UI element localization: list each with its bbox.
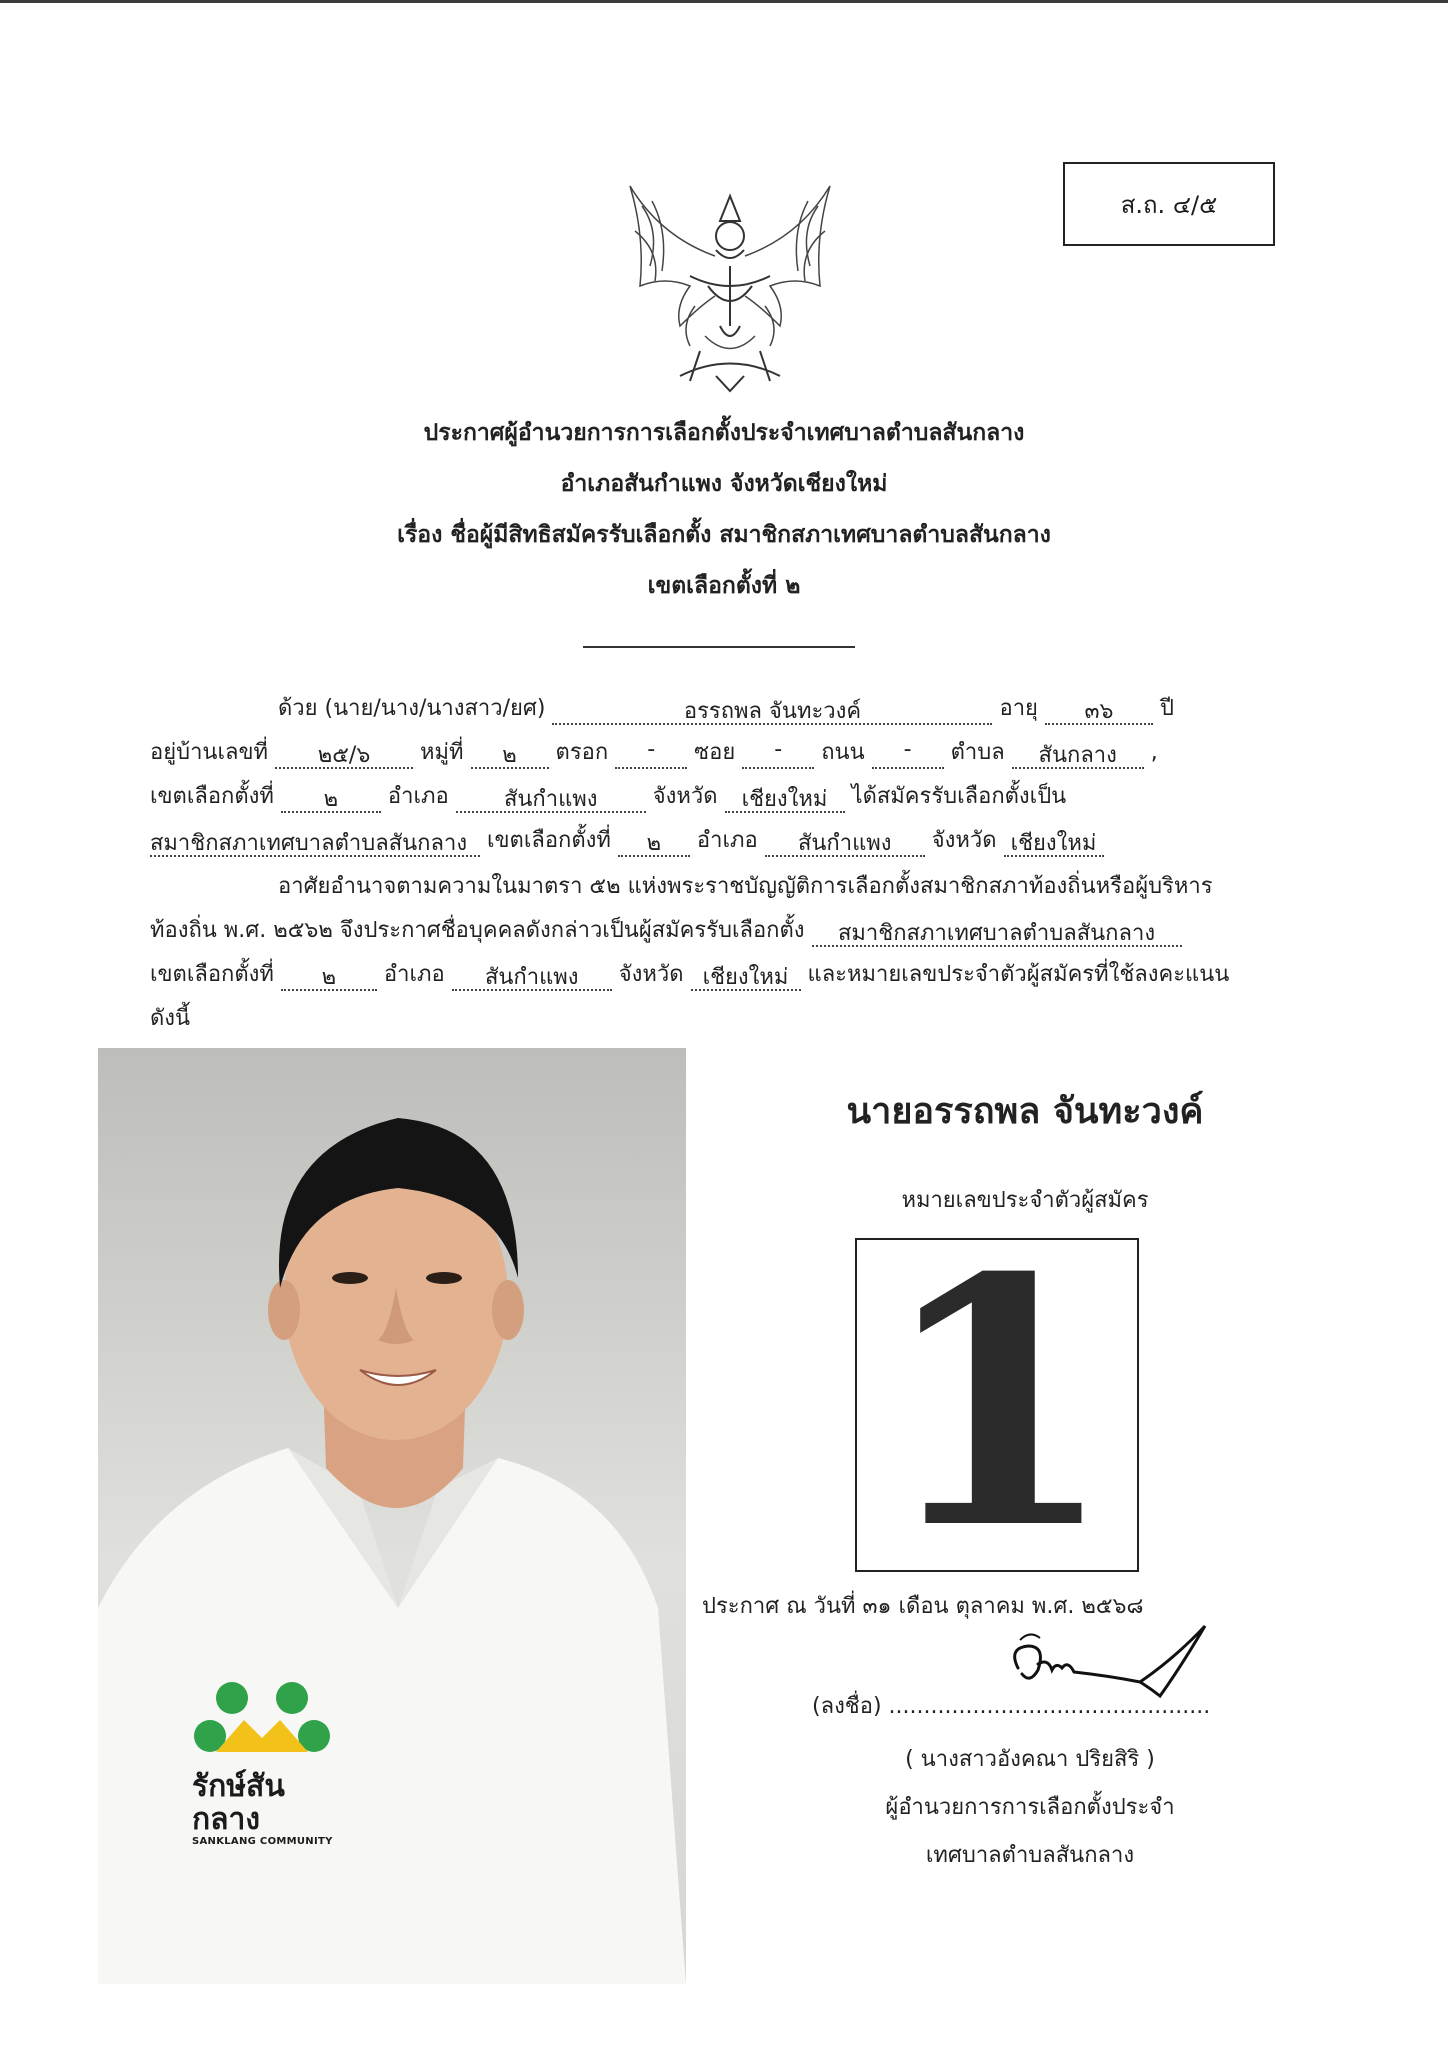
announce-suffix: และหมายเลขประจำตัวผู้สมัครที่ใช้ลงคะแนน [807,962,1230,987]
announce-amphoe: สันกำแพง [452,959,612,991]
road-value: - [872,737,944,769]
community-logo-text: รักษ์สันกลาง [192,1769,285,1837]
official-title-1: ผู้อำนวยการการเลือกตั้งประจำ [885,1795,1175,1820]
amphoe-label-2: อำเภอ [696,828,758,853]
candidate-photo [98,1048,686,1984]
official-name: ( นางสาวอังคณา ปริยสิริ ) [905,1747,1155,1772]
province-label-2: จังหวัด [931,828,997,853]
house-label: อยู่บ้านเลขที่ [150,740,269,765]
applicant-line-4 [150,822,1104,864]
announce-district: ๒ [281,959,377,991]
tambon-value: สันกลาง [1012,737,1144,769]
candidate-portrait-image [98,1048,686,1984]
soi-label: ซอย [694,740,736,765]
announcement-date: ประกาศ ณ วันที่ ๓๑ เดือน ตุลาคม พ.ศ. ๒๕๖๘ [702,1594,1144,1619]
announce-line-3 [150,956,1229,998]
district-label-2: เขตเลือกตั้งที่ [487,828,611,853]
province-label: จังหวัด [652,784,718,809]
form-code: ส.ถ. ๔/๕ [1120,190,1218,219]
province-value: เชียงใหม่ [725,781,845,813]
comma: , [1150,740,1158,765]
header-divider [583,646,855,648]
page-top-edge [0,0,1448,3]
moo-value: ๒ [471,737,549,769]
official-block [830,1736,1230,1880]
tambon-label: ตำบล [950,740,1005,765]
announce-amphoe-label: อำเภอ [383,962,445,987]
announce-prefix: ท้องถิ่น พ.ศ. ๒๕๖๒ จึงประกาศชื่อบุคคลดังกล่าวเป็นผู้สมัครรับเลือกตั้ง [150,918,805,943]
applicant-name: อรรถพล จันทะวงค์ [552,693,992,725]
years-label: ปี [1159,696,1174,721]
announce-line-1: อาศัยอำนาจตามความในมาตรา ๕๒ แห่งพระราชบัญญัติการเลือกตั้งสมาชิกสภาท้องถิ่นหรือผู้บริหาร [278,874,1213,899]
official-title-2: เทศบาลตำบลสันกลาง [925,1843,1135,1868]
province-value-2: เชียงใหม่ [1004,825,1104,857]
house-number: ๒๕/๖ [275,737,413,769]
candidate-number: 1 [878,1205,1116,1604]
announce-province: เชียงใหม่ [691,959,801,991]
applicant-line-1 [278,690,1174,732]
district-value: ๒ [281,781,381,813]
header-line-4: เขตเลือกตั้งที่ ๒ [647,573,801,599]
position-value: สมาชิกสภาเทศบาลตำบลสันกลาง [150,825,480,857]
district-value-2: ๒ [618,825,690,857]
header-line-2: อำเภอสันกำแพง จังหวัดเชียงใหม่ [560,471,888,497]
header-line-1: ประกาศผู้อำนวยการการเลือกตั้งประจำเทศบาลตำบลสันกลาง [423,420,1025,446]
sign-label: (ลงชื่อ) [812,1694,882,1719]
road-label: ถนน [821,740,865,765]
community-logo [192,1678,348,1847]
candidate-number-box [855,1205,1139,1604]
announce-province-label: จังหวัด [618,962,684,987]
age-label: อายุ [999,696,1038,721]
applicant-line-2 [150,734,1158,776]
sign-dots: .............................................. [888,1694,1211,1719]
announce-line-4: ดังนี้ [150,1006,191,1031]
trok-label: ตรอก [555,740,609,765]
trok-value: - [615,737,687,769]
announce-line-2 [150,912,1182,954]
candidate-name: นายอรรถพล จันทะวงค์ [846,1091,1204,1132]
district-label: เขตเลือกตั้งที่ [150,784,274,809]
amphoe-label: อำเภอ [387,784,449,809]
signature-line [812,1688,1210,1723]
candidate-number-label: หมายเลขประจำตัวผู้สมัคร [901,1188,1149,1213]
applicant-line-3 [150,778,1066,820]
header-line-3: เรื่อง ชื่อผู้มีสิทธิสมัครรับเลือกตั้ง สมาชิกสภาเทศบาลตำบลสันกลาง [397,522,1051,548]
amphoe-value-2: สันกำแพง [765,825,925,857]
form-code-box [1063,162,1275,246]
community-logo-icon [192,1678,332,1764]
community-logo-subtext: SANKLANG COMMUNITY [192,1836,333,1847]
amphoe-value: สันกำแพง [456,781,646,813]
soi-value: - [742,737,814,769]
applied-label: ได้สมัครรับเลือกตั้งเป็น [851,784,1067,809]
document-header [0,408,1448,612]
intro-label: ด้วย (นาย/นาง/นางสาว/ยศ) [278,696,546,721]
garuda-emblem-icon [620,176,840,396]
moo-label: หมู่ที่ [420,740,464,765]
announce-position: สมาชิกสภาเทศบาลตำบลสันกลาง [812,915,1182,947]
announce-district-label: เขตเลือกตั้งที่ [150,962,274,987]
applicant-age: ๓๖ [1045,693,1153,725]
